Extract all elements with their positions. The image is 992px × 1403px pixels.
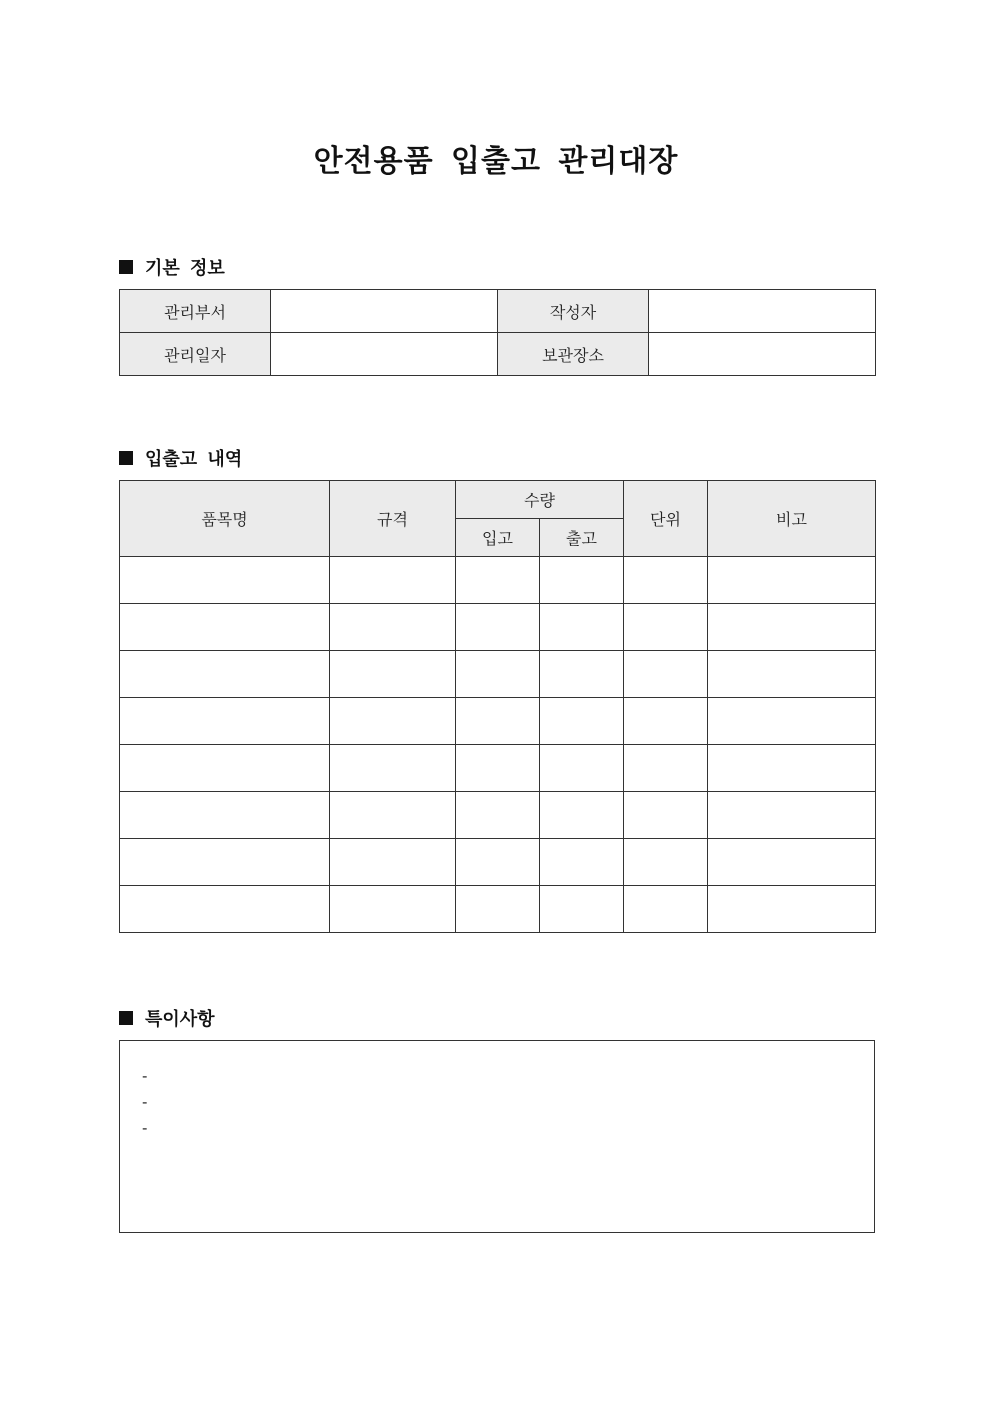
managing-department-label: 관리부서 xyxy=(120,290,271,333)
square-bullet-icon xyxy=(119,260,133,274)
item-name-cell[interactable] xyxy=(120,886,330,933)
outgoing-cell[interactable] xyxy=(540,698,624,745)
header-unit: 단위 xyxy=(624,481,708,557)
item-name-cell[interactable] xyxy=(120,839,330,886)
section-heading-label: 특이사항 xyxy=(145,1009,215,1030)
author-field[interactable] xyxy=(649,290,876,333)
unit-cell[interactable] xyxy=(624,604,708,651)
note-cell[interactable] xyxy=(708,651,876,698)
basic-info-table xyxy=(119,289,876,376)
header-note: 비고 xyxy=(708,481,876,557)
storage-location-label: 보관장소 xyxy=(498,333,649,376)
header-outgoing: 출고 xyxy=(540,519,624,557)
management-date-label: 관리일자 xyxy=(120,333,271,376)
unit-cell[interactable] xyxy=(624,792,708,839)
unit-cell[interactable] xyxy=(624,557,708,604)
table-row xyxy=(120,698,876,745)
table-row xyxy=(120,839,876,886)
ledger-body xyxy=(120,557,876,933)
incoming-cell[interactable] xyxy=(456,792,540,839)
note-cell[interactable] xyxy=(708,698,876,745)
incoming-cell[interactable] xyxy=(456,604,540,651)
storage-location-field[interactable] xyxy=(649,333,876,376)
author-label: 작성자 xyxy=(498,290,649,333)
note-cell[interactable] xyxy=(708,557,876,604)
managing-department-field[interactable] xyxy=(271,290,498,333)
header-item-name: 품목명 xyxy=(120,481,330,557)
outgoing-cell[interactable] xyxy=(540,792,624,839)
outgoing-cell[interactable] xyxy=(540,886,624,933)
header-spec: 규격 xyxy=(330,481,456,557)
table-header-row xyxy=(120,481,876,519)
remark-line: - xyxy=(142,1093,148,1111)
remark-line: - xyxy=(142,1067,148,1085)
incoming-cell[interactable] xyxy=(456,651,540,698)
unit-cell[interactable] xyxy=(624,651,708,698)
spec-cell[interactable] xyxy=(330,839,456,886)
item-name-cell[interactable] xyxy=(120,792,330,839)
note-cell[interactable] xyxy=(708,839,876,886)
table-row xyxy=(120,651,876,698)
item-name-cell[interactable] xyxy=(120,604,330,651)
item-name-cell[interactable] xyxy=(120,651,330,698)
spec-cell[interactable] xyxy=(330,698,456,745)
incoming-cell[interactable] xyxy=(456,698,540,745)
table-row xyxy=(120,792,876,839)
outgoing-cell[interactable] xyxy=(540,557,624,604)
table-row xyxy=(120,557,876,604)
section-heading-remarks xyxy=(119,1005,215,1031)
management-date-field[interactable] xyxy=(271,333,498,376)
outgoing-cell[interactable] xyxy=(540,839,624,886)
header-quantity: 수량 xyxy=(456,481,624,519)
spec-cell[interactable] xyxy=(330,557,456,604)
page-title: 안전용품 입출고 관리대장 xyxy=(313,144,679,179)
spec-cell[interactable] xyxy=(330,792,456,839)
item-name-cell[interactable] xyxy=(120,557,330,604)
table-row xyxy=(120,745,876,792)
unit-cell[interactable] xyxy=(624,886,708,933)
unit-cell[interactable] xyxy=(624,839,708,886)
section-heading-label: 입출고 내역 xyxy=(145,449,243,470)
incoming-cell[interactable] xyxy=(456,839,540,886)
header-incoming: 입고 xyxy=(456,519,540,557)
note-cell[interactable] xyxy=(708,745,876,792)
table-row xyxy=(120,604,876,651)
square-bullet-icon xyxy=(119,1011,133,1025)
spec-cell[interactable] xyxy=(330,745,456,792)
item-name-cell[interactable] xyxy=(120,745,330,792)
square-bullet-icon xyxy=(119,451,133,465)
incoming-cell[interactable] xyxy=(456,557,540,604)
incoming-cell[interactable] xyxy=(456,745,540,792)
section-heading-inout-history xyxy=(119,445,242,471)
unit-cell[interactable] xyxy=(624,698,708,745)
table-row xyxy=(120,290,876,333)
note-cell[interactable] xyxy=(708,604,876,651)
outgoing-cell[interactable] xyxy=(540,745,624,792)
unit-cell[interactable] xyxy=(624,745,708,792)
section-heading-basic-info xyxy=(119,254,225,280)
outgoing-cell[interactable] xyxy=(540,651,624,698)
spec-cell[interactable] xyxy=(330,651,456,698)
incoming-cell[interactable] xyxy=(456,886,540,933)
spec-cell[interactable] xyxy=(330,886,456,933)
table-row xyxy=(120,886,876,933)
table-row xyxy=(120,333,876,376)
note-cell[interactable] xyxy=(708,886,876,933)
spec-cell[interactable] xyxy=(330,604,456,651)
item-name-cell[interactable] xyxy=(120,698,330,745)
remarks-box[interactable] xyxy=(119,1040,875,1233)
section-heading-label: 기본 정보 xyxy=(145,258,225,279)
note-cell[interactable] xyxy=(708,792,876,839)
remark-line: - xyxy=(142,1119,148,1137)
outgoing-cell[interactable] xyxy=(540,604,624,651)
inout-ledger-table xyxy=(119,480,876,933)
